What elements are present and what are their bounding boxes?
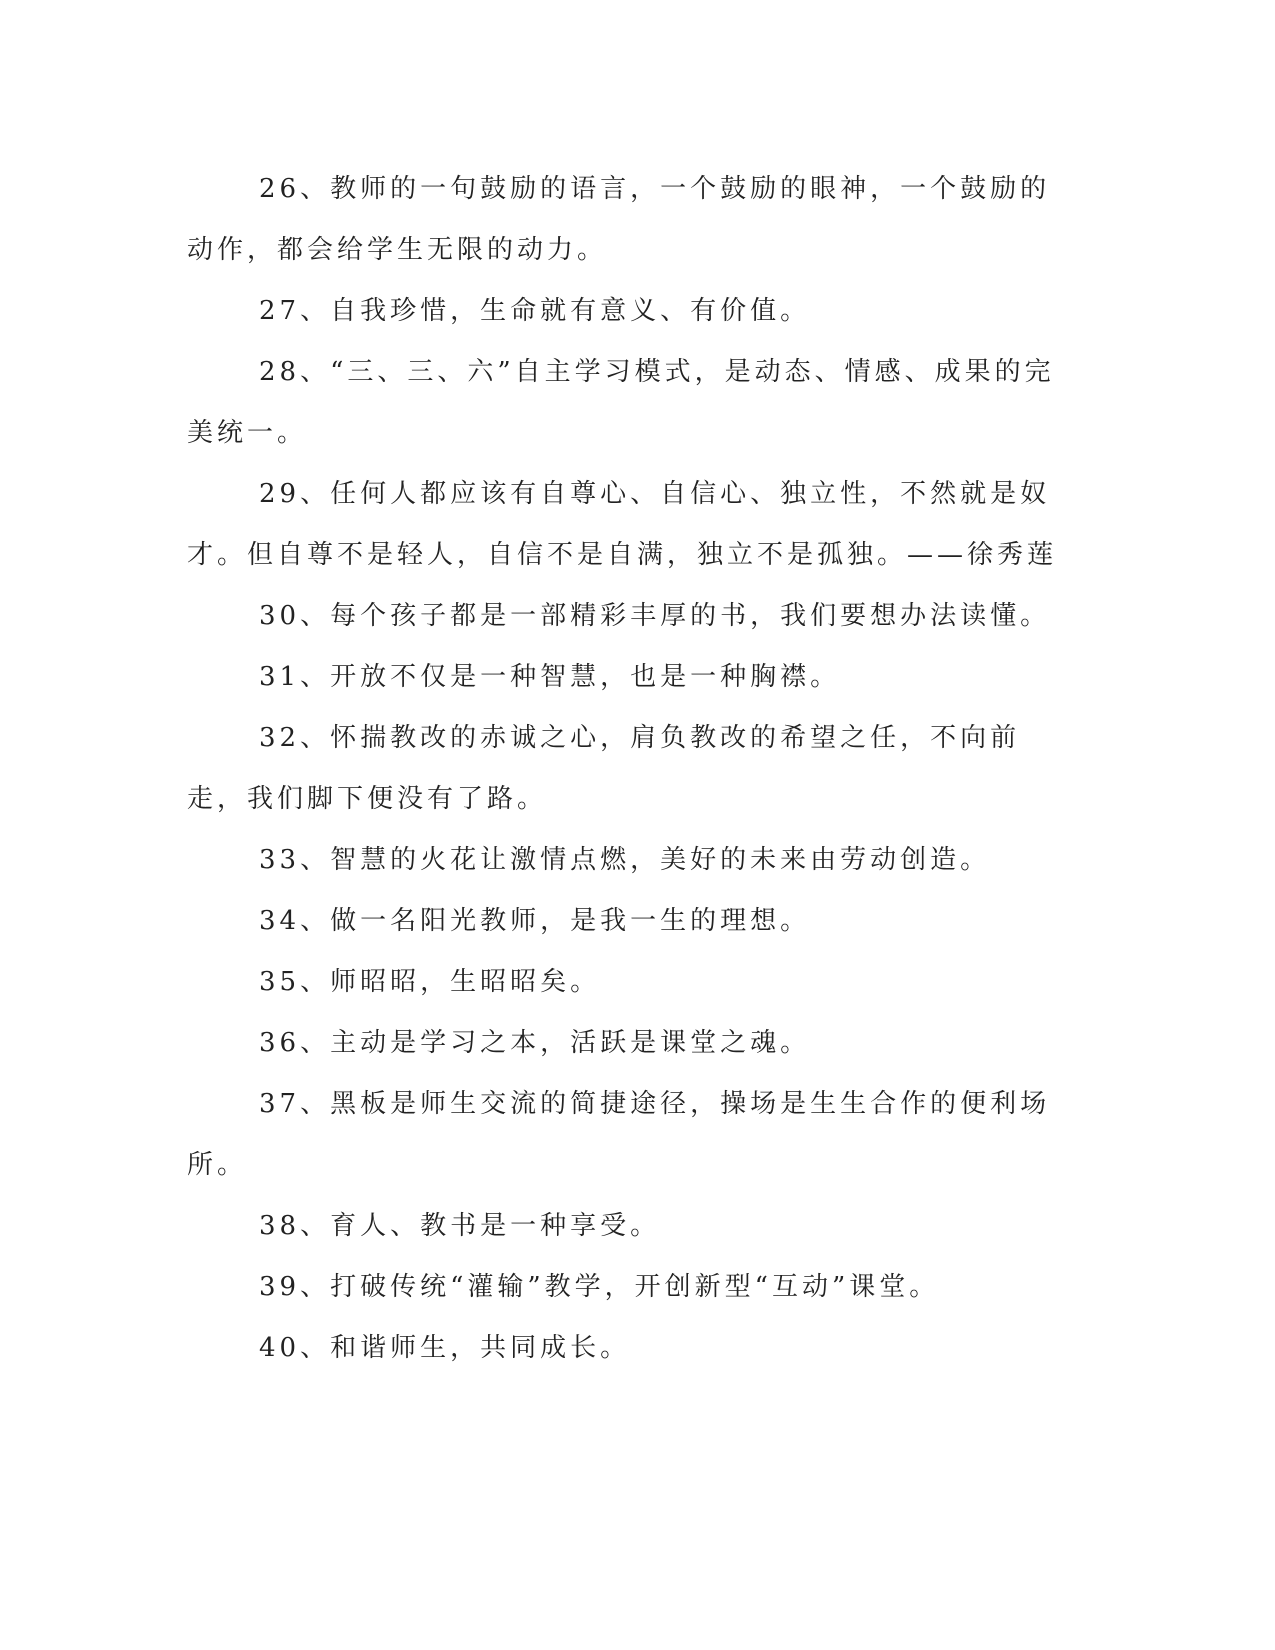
- quote-36: 36、主动是学习之本，活跃是课堂之魂。: [259, 1028, 811, 1058]
- quote-29: 29、任何人都应该有自尊心、自信心、独立性，不然就是奴才。但自尊不是轻人，自信不是自满，独立不是孤独。——徐秀莲: [187, 479, 1058, 570]
- quote-27: 27、自我珍惜，生命就有意义、有价值。: [259, 296, 811, 326]
- quote-34: 34、做一名阳光教师，是我一生的理想。: [259, 906, 811, 936]
- quote-35: 35、师昭昭，生昭昭矣。: [259, 967, 601, 997]
- quote-37: 37、黑板是师生交流的简捷途径，操场是生生合作的便利场所。: [187, 1089, 1051, 1180]
- quote-30: 30、每个孩子都是一部精彩丰厚的书，我们要想办法读懂。: [259, 601, 1051, 631]
- quote-40: 40、和谐师生，共同成长。: [259, 1333, 631, 1363]
- quote-28: 28、“三、三、六”自主学习模式，是动态、情感、成果的完美统一。: [187, 357, 1055, 448]
- quote-38: 38、育人、教书是一种享受。: [259, 1211, 661, 1241]
- quote-32: 32、怀揣教改的赤诚之心，肩负教改的希望之任，不向前走，我们脚下便没有了路。: [187, 723, 1021, 814]
- quote-39: 39、打破传统“灌输”教学，开创新型“互动”课堂。: [259, 1272, 940, 1302]
- quote-33: 33、智慧的火花让激情点燃，美好的未来由劳动创造。: [259, 845, 991, 875]
- quote-26: 26、教师的一句鼓励的语言，一个鼓励的眼神，一个鼓励的动作，都会给学生无限的动力。: [187, 174, 1051, 265]
- quote-31: 31、开放不仅是一种智慧，也是一种胸襟。: [259, 662, 841, 692]
- document-body: [187, 159, 1075, 1379]
